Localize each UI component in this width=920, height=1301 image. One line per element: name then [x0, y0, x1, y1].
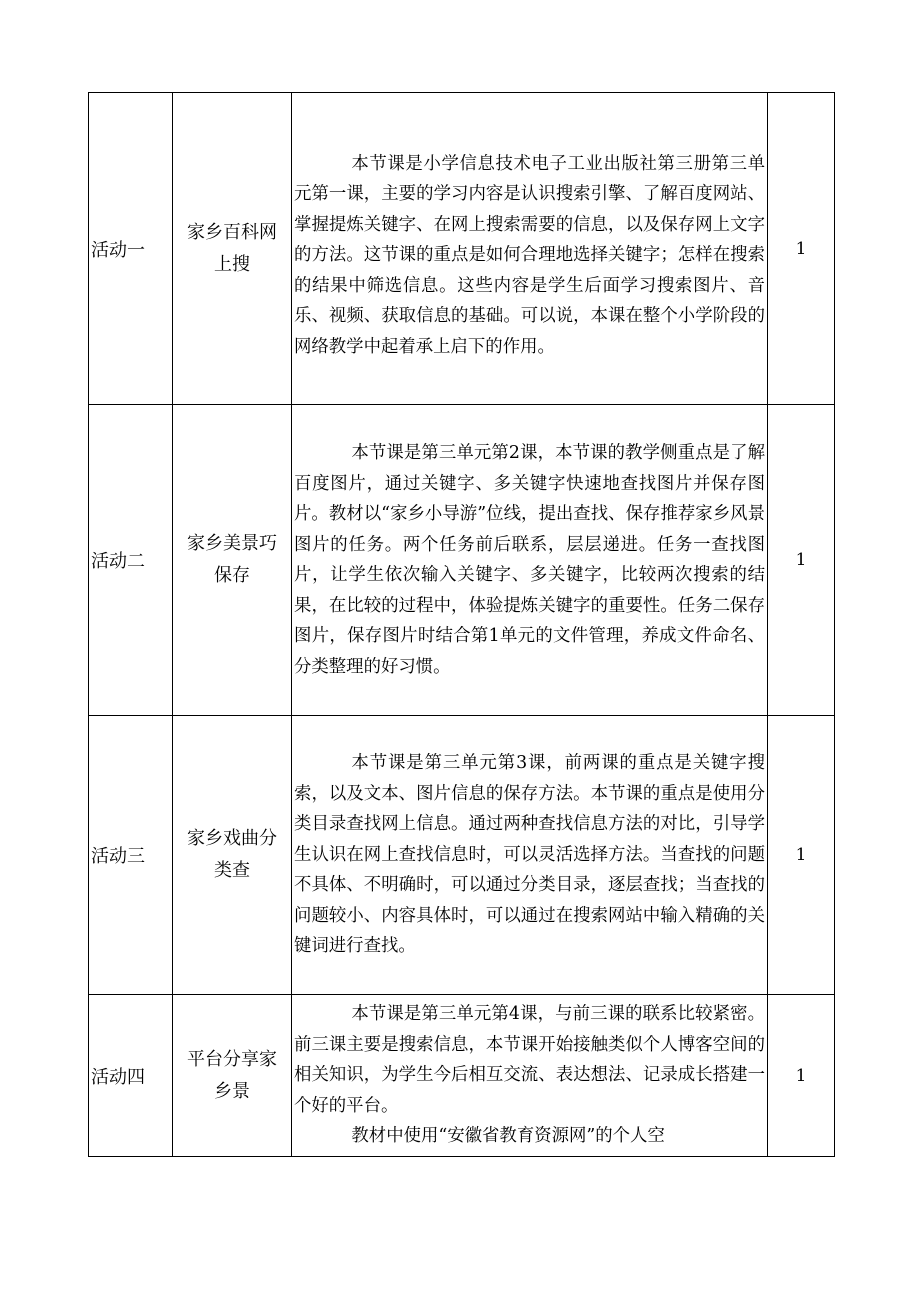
lesson-description: [292, 716, 768, 995]
lesson-hours: 1: [768, 405, 835, 716]
description-paragraph: 本节课是小学信息技术电子工业出版社第三册第三单元第一课，主要的学习内容是认识搜索引擎、了解百度网站、掌握提炼关键字、在网上搜索需要的信息，以及保存网上文字的方法。这节课的重点是如何合理地选择关键字；怎样在搜索的结果中筛选信息。这些内容是学生后面学习搜索图片、音乐、视频、获取信息的基础。可以说，本课在整个小学阶段的网络教学中起着承上启下的作用。: [294, 153, 765, 357]
lesson-hours: 1: [768, 995, 835, 1157]
activity-label: 活动一: [89, 93, 173, 405]
description-paragraph: 本节课是第三单元第2课，本节课的教学侧重点是了解百度图片，通过关键字、多关键字快速地查找图片并保存图片。教材以“家乡小导游”位线，提出查找、保存推荐家乡风景图片的任务。两个任务前后联系，层层递进。任务一查找图片，让学生依次输入关键字、多关键字，比较两次搜索的结果，在比较的过程中，体验提炼关键字的重要性。任务二保存图片，保存图片时结合第1单元的文件管理，养成文件命名、分类整理的好习惯。: [294, 443, 765, 677]
table-row: [89, 93, 835, 405]
lesson-title: 家乡美景巧保存: [173, 405, 292, 716]
description-paragraph: 本节课是第三单元第4课，与前三课的联系比较紧密。前三课主要是搜索信息，本节课开始接触类似个人博客空间的相关知识，为学生今后相互交流、表达想法、记录成长搭建一个好的平台。: [294, 1004, 765, 1116]
lesson-hours: 1: [768, 716, 835, 995]
lesson-title: 平台分享家乡景: [173, 995, 292, 1157]
description-paragraph: 本节课是第三单元第3课，前两课的重点是关键字搜索，以及文本、图片信息的保存方法。本节课的重点是使用分类目录查找网上信息。通过两种查找信息方法的对比，引导学生认识在网上查找信息时，可以灵活选择方法。当查找的问题不具体、不明确时，可以通过分类目录，逐层查找；当查找的问题较小、内容具体时，可以通过在搜索网站中输入精确的关键词进行查找。: [294, 753, 765, 957]
activity-label: 活动四: [89, 995, 173, 1157]
lesson-hours: 1: [768, 93, 835, 405]
activity-label: 活动二: [89, 405, 173, 716]
description-paragraph: 教材中使用“安徽省教育资源网”的个人空: [351, 1126, 665, 1146]
lesson-table: [88, 92, 835, 1157]
table-row: [89, 405, 835, 716]
lesson-description: [292, 405, 768, 716]
lesson-description: [292, 995, 768, 1157]
lesson-title: 家乡百科网上搜: [173, 93, 292, 405]
table-row: [89, 716, 835, 995]
lesson-description: [292, 93, 768, 405]
activity-label: 活动三: [89, 716, 173, 995]
table-row: [89, 995, 835, 1157]
lesson-title: 家乡戏曲分类查: [173, 716, 292, 995]
